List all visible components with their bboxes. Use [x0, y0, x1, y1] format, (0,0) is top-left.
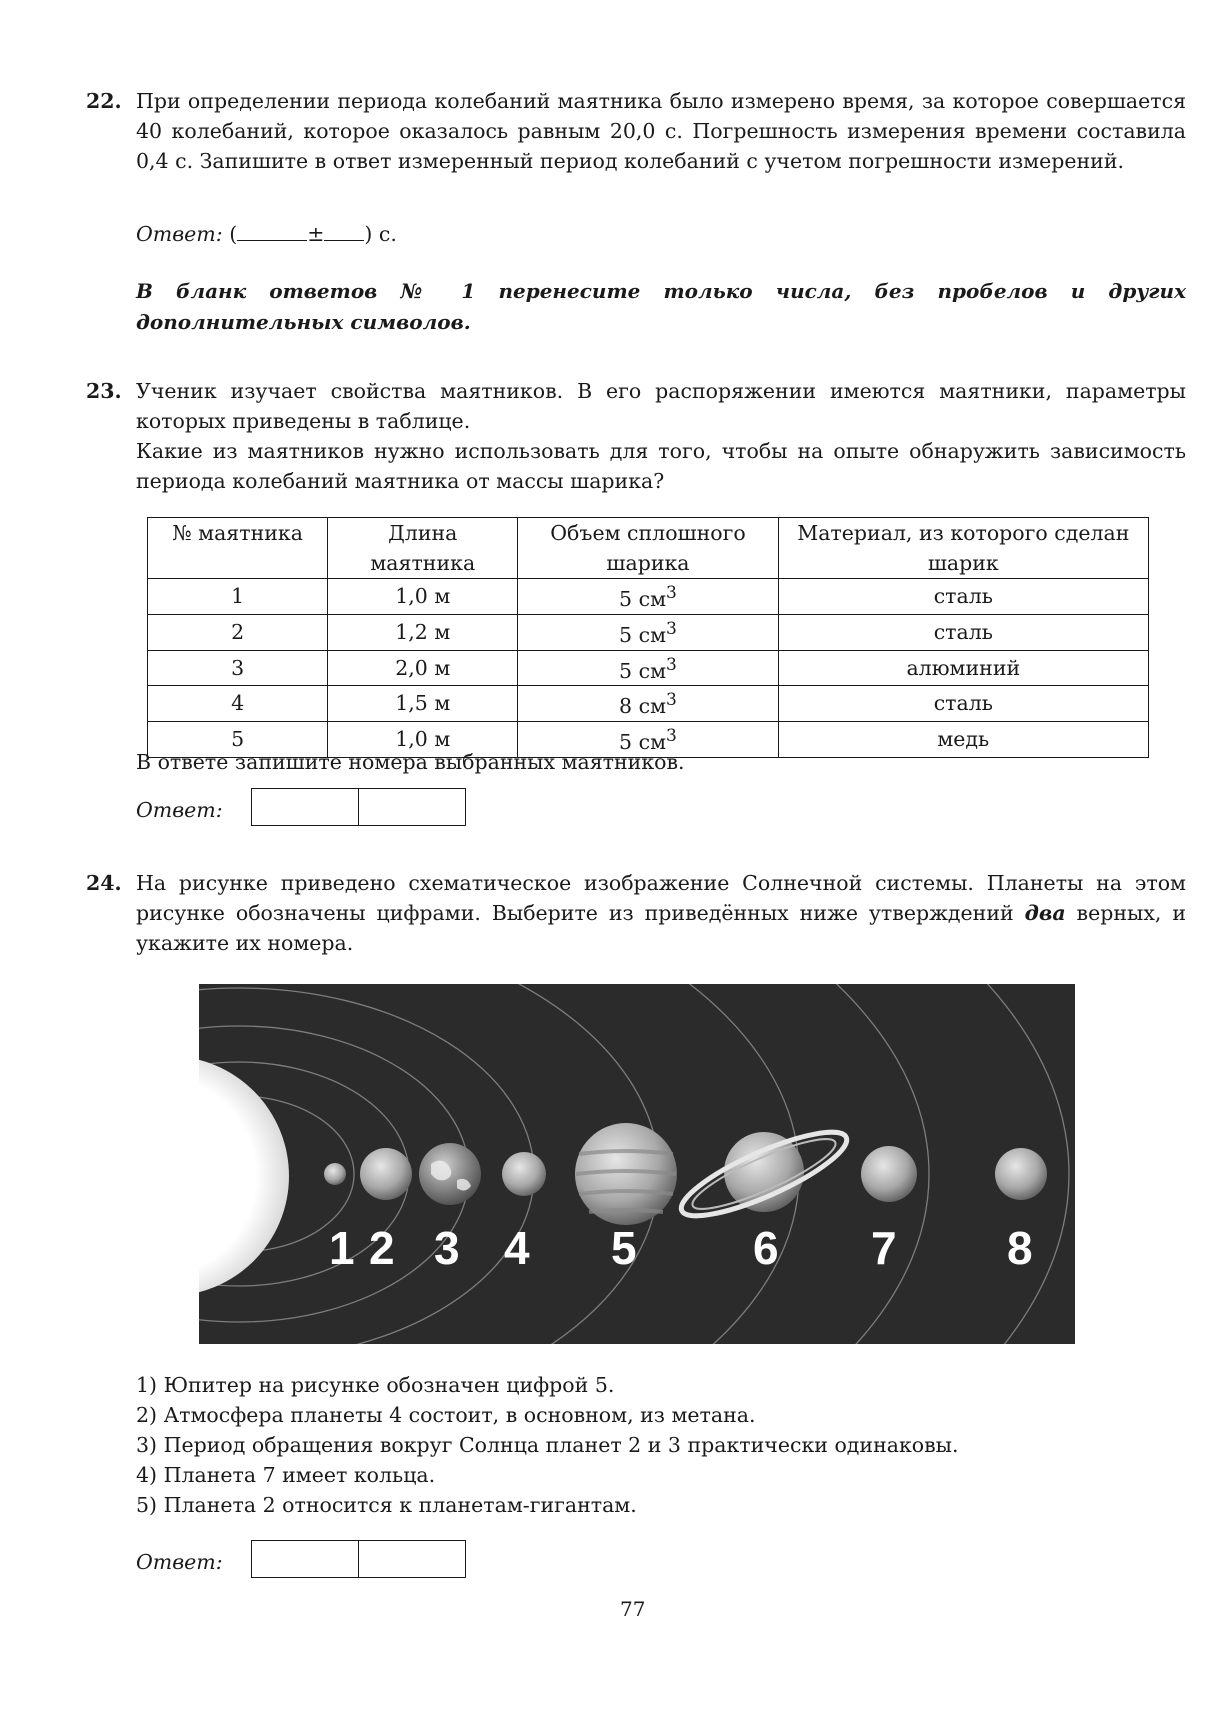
task-23-number: 23. [86, 379, 122, 403]
cell-number: 5 [148, 722, 328, 758]
task-24-answer-boxes [251, 1540, 466, 1578]
volume-exponent: 3 [666, 726, 677, 747]
task-24-emphasis: два [1024, 901, 1066, 925]
cell-material: сталь [778, 686, 1148, 722]
answer-value-field[interactable] [237, 220, 307, 241]
volume-value: 5 см [619, 658, 667, 683]
planet-label-2: 2 [369, 1222, 395, 1274]
cell-number: 3 [148, 650, 328, 686]
volume-exponent: 3 [666, 654, 677, 675]
planet-8 [995, 1148, 1047, 1200]
table-row [148, 650, 1149, 686]
task-23-instruction: В ответе запишите номера выбранных маятников. [136, 750, 685, 774]
task-24-text [136, 868, 1186, 958]
cell-length: 1,2 м [328, 614, 518, 650]
statement-text: Планета 7 имеет кольца. [163, 1463, 436, 1487]
header-volume: Объем сплошного шарика [518, 518, 778, 579]
statement-number: 2) [136, 1403, 158, 1427]
answer-open-paren: ( [229, 222, 238, 246]
cell-volume [518, 579, 778, 615]
planet-label-6: 6 [753, 1222, 779, 1274]
planet-label-8: 8 [1007, 1222, 1033, 1274]
statement-text: Период обращения вокруг Солнца планет 2 и 3 практически одинаковы. [163, 1433, 959, 1457]
table-header-row [148, 518, 1149, 579]
task-23-answer-boxes [251, 788, 466, 826]
task-22-answer [136, 220, 397, 246]
planet-label-3: 3 [434, 1222, 460, 1274]
statement-number: 1) [136, 1373, 158, 1397]
solar-system-image [199, 984, 1075, 1344]
cell-volume [518, 614, 778, 650]
page-number: 77 [620, 1597, 646, 1621]
header-material: Материал, из которого сделан шарик [778, 518, 1148, 579]
cell-number: 1 [148, 579, 328, 615]
statement-text: Юпитер на рисунке обозначен цифрой 5. [163, 1373, 615, 1397]
statement-number: 3) [136, 1433, 158, 1457]
volume-value: 5 см [619, 586, 667, 611]
solar-system-figure [199, 984, 1075, 1344]
task-24-number: 24. [86, 871, 122, 895]
planet-1 [324, 1163, 346, 1185]
cell-material: сталь [778, 579, 1148, 615]
task-24 [86, 868, 1186, 958]
planet-label-1: 1 [329, 1222, 355, 1274]
statement-number: 5) [136, 1493, 158, 1517]
volume-exponent: 3 [666, 618, 677, 639]
volume-value: 5 см [619, 622, 667, 647]
planet-4 [502, 1152, 546, 1196]
cell-length: 1,0 м [328, 722, 518, 758]
volume-exponent: 3 [666, 583, 677, 603]
cell-volume [518, 650, 778, 686]
volume-exponent: 3 [666, 690, 677, 711]
planet-label-7: 7 [871, 1222, 897, 1274]
task-22 [86, 86, 1186, 176]
task-23-text-1: Ученик изучает свойства маятников. В его распоряжении имеются маятники, параметры которых приведены в таблице. [136, 379, 1186, 433]
task-23-answer-label: Ответ: [136, 798, 223, 822]
statement-text: Атмосфера планеты 4 состоит, в основном, из метана. [163, 1403, 756, 1427]
planet-label-4: 4 [504, 1222, 530, 1274]
header-number: № маятника [148, 518, 328, 579]
answer-close-unit: ) с. [364, 222, 397, 246]
cell-material: сталь [778, 614, 1148, 650]
answer-box-2[interactable] [358, 1541, 465, 1577]
answer-box-1[interactable] [252, 1541, 358, 1577]
task-24-text-after: верных, и укажите их номера. [136, 901, 1186, 955]
task-22-number: 22. [86, 89, 122, 113]
statement-text: Планета 2 относится к планетам-гигантам. [163, 1493, 637, 1517]
statements-list [136, 1370, 959, 1520]
task-22-answer-label: Ответ: [136, 222, 223, 246]
cell-volume [518, 686, 778, 722]
statement-item [136, 1460, 959, 1490]
cell-length: 1,5 м [328, 686, 518, 722]
table-row [148, 579, 1149, 615]
header-length: Длина маятника [328, 518, 518, 579]
table-row [148, 686, 1149, 722]
answer-box-2[interactable] [358, 789, 465, 825]
task-23-text-2: Какие из маятников нужно использовать для того, чтобы на опыте обнаружить зависимость периода колебаний маятника от массы шарика? [136, 439, 1186, 493]
pendulum-table [147, 517, 1149, 758]
answer-plus-minus: ± [307, 222, 325, 246]
statement-number: 4) [136, 1463, 158, 1487]
task-24-text-before: На рисунке приведено схематическое изображение Солнечной системы. Планеты на этом рисунке обозначены цифрами. Выберите из приведённых ниже утверждений [136, 871, 1186, 925]
volume-value: 8 см [619, 694, 667, 719]
cell-number: 2 [148, 614, 328, 650]
statement-item [136, 1400, 959, 1430]
planet-label-5: 5 [611, 1222, 637, 1274]
planet-2 [360, 1148, 412, 1200]
cell-length: 2,0 м [328, 650, 518, 686]
task-22-note: В бланк ответов № 1 перенесите только числа, без пробелов и других дополнительных символов. [136, 279, 1186, 334]
answer-box-1[interactable] [252, 789, 358, 825]
task-24-answer-label: Ответ: [136, 1550, 223, 1574]
statement-item [136, 1370, 959, 1400]
volume-value: 5 см [619, 730, 667, 755]
answer-error-field[interactable] [324, 220, 364, 241]
task-22-text: При определении периода колебаний маятника было измерено время, за которое совершается 40 колебаний, которое оказалось равным 20,0 с. Погрешность измерения времени составила 0,4 с. Запишите в ответ измеренный период колебаний с учетом погрешности измерений. [136, 89, 1186, 173]
table-row [148, 614, 1149, 650]
statement-item [136, 1430, 959, 1460]
task-23 [86, 376, 1186, 496]
planet-7 [861, 1146, 917, 1202]
cell-material: медь [778, 722, 1148, 758]
statement-item [136, 1490, 959, 1520]
cell-number: 4 [148, 686, 328, 722]
cell-material: алюминий [778, 650, 1148, 686]
cell-length: 1,0 м [328, 579, 518, 615]
